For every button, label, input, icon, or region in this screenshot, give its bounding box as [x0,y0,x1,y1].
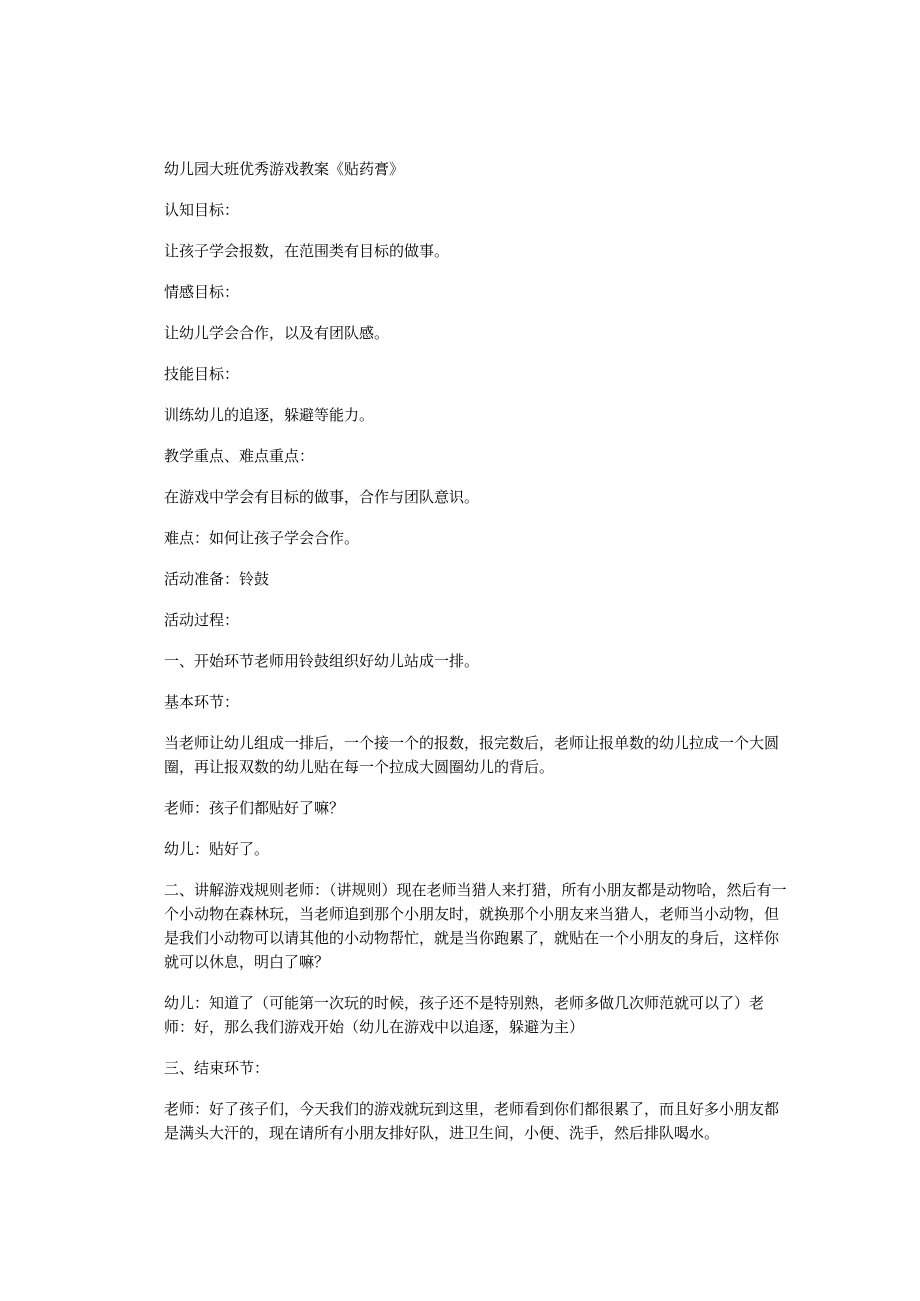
paragraph: 让孩子学会报数，在范围类有目标的做事。 [164,242,450,260]
paragraph: 一、开始环节老师用铃鼓组织好幼儿站成一排。 [164,652,480,670]
paragraph: 活动准备：铃鼓 [164,570,270,588]
paragraph: 当老师让幼儿组成一排后，一个接一个的报数，报完数后，老师让报单数的幼儿拉成一个大圆圈，再让报双数的幼儿贴在每一个拉成大圆圈幼儿的背后。 [164,734,780,776]
heading-emotional-goal: 情感目标： [164,283,240,301]
paragraph: 二、讲解游戏规则老师：（讲规则）现在老师当猎人来打猎，所有小朋友都是动物哈，然后有一个小动物在森林玩，当老师追到那个小朋友时，就换那个小朋友来当猎人，老师当小动物，但是我们小动物可以请其他的小动物帮忙，就是当你跑累了，就贴在一个小朋友的身后，这样你就可以休息，明白了嘛？ [164,881,787,971]
heading-skill-goal: 技能目标： [164,365,240,383]
paragraph: 老师：好了孩子们，今天我们的游戏就玩到这里，老师看到你们都很累了，而且好多小朋友都是满头大汗的，现在请所有小朋友排好队，进卫生间，小便、洗手，然后排队喝水。 [164,1100,780,1142]
heading-activity-process: 活动过程： [164,611,240,629]
heading-key-points: 教学重点、难点重点： [164,447,315,465]
paragraph: 幼儿：知道了（可能第一次玩的时候，孩子还不是特别熟，老师多做几次师范就可以了）老师：好，那么我们游戏开始（幼儿在游戏中以追逐，躲避为主） [164,994,765,1036]
paragraph: 训练幼儿的追逐，躲避等能力。 [164,406,375,424]
heading-ending-section: 三、结束环节： [164,1059,270,1077]
paragraph: 幼儿：贴好了。 [164,840,270,858]
paragraph: 难点：如何让孩子学会合作。 [164,529,360,547]
paragraph: 老师：孩子们都贴好了嘛？ [164,799,345,817]
heading-basic-section: 基本环节： [164,693,240,711]
document-title: 幼儿园大班优秀游戏教案《贴药膏》 [164,160,405,178]
paragraph: 让幼儿学会合作，以及有团队感。 [164,324,390,342]
document-body [164,157,790,1162]
heading-cognitive-goal: 认知目标： [164,201,240,219]
paragraph: 在游戏中学会有目标的做事，合作与团队意识。 [164,488,480,506]
